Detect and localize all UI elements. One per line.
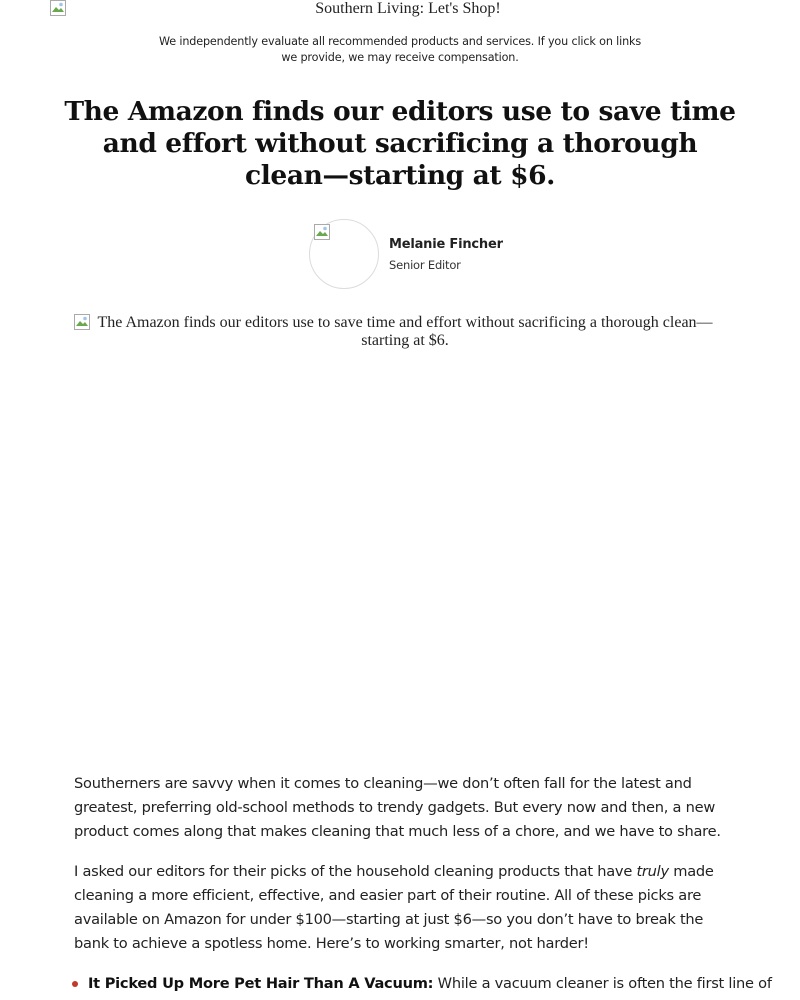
author-name-link[interactable]: Melanie Fincher [389,237,503,252]
author-avatar[interactable] [309,219,379,289]
product-list [74,972,772,996]
emphasis-text: truly [636,863,669,880]
second-paragraph [74,860,729,956]
affiliate-disclosure: We independently evaluate all recommended products and services. If you click on links we provide, we may receive compensation. [158,35,642,64]
list-item-text: While a vacuum cleaner is often the first line of [433,975,772,992]
intro-paragraph: Southerners are savvy when it comes to cleaning—we don’t often fall for the latest and greatest, preferring old-school methods to trendy gadgets. But every now and then, a new product comes along that makes cleaning that much less of a chore, and we have to share. [74,775,721,840]
hero-image-alt-text: The Amazon finds our editors use to save time and effort without sacrificing a thorough clean—starting at $6. [97,314,713,349]
bullet-marker [72,981,78,987]
hero-image [74,314,726,744]
list-item-title: It Picked Up More Pet Hair Than A Vacuum: [88,975,434,992]
broken-image-icon [314,224,330,240]
brand-logo[interactable] [50,0,750,20]
article-headline: The Amazon finds our editors use to save time and effort without sacrificing a thorough clean—starting at $6. [64,96,736,191]
list-item [74,972,772,996]
paragraph-text: made cleaning a more efficient, effective, and easier part of their routine. All of these picks are available on Amazon for under $100—starting at just $6—so you don’t have to break the bank to achieve a spotless home. Here’s to working smarter, not harder! [74,863,714,952]
author-role: Senior Editor [389,258,461,272]
logo-alt-text: Southern Living: Let's Shop! [315,0,501,17]
paragraph-text: I asked our editors for their picks of the household cleaning products that have [74,863,637,880]
